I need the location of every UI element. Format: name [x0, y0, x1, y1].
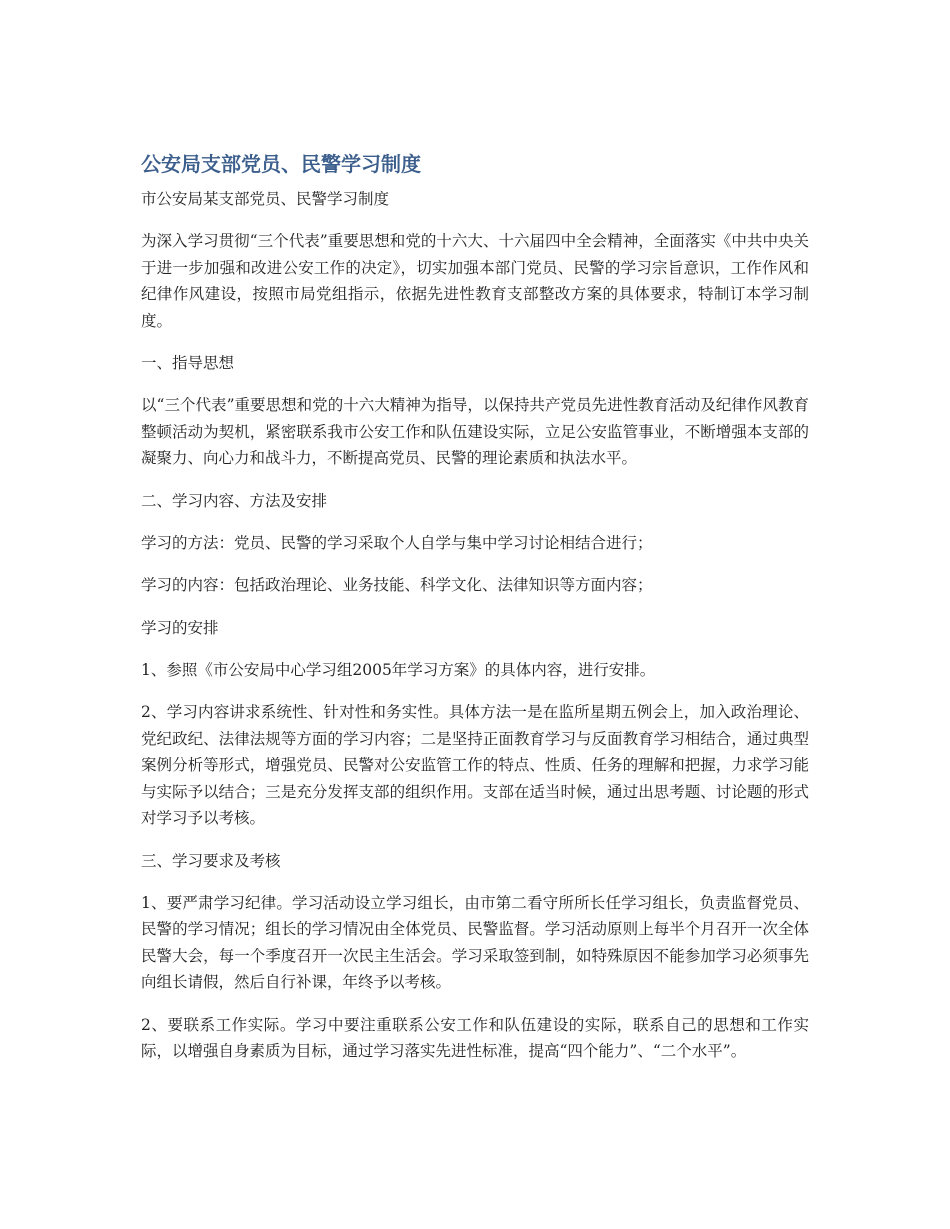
section-heading-requirements: 三、学习要求及考核 — [141, 851, 281, 870]
requirement-item-1: 1、要严肃学习纪律。学习活动设立学习组长，由市第二看守所所长任学习组长，负责监督党员、民警的学习情况；组长的学习情况由全体党员、民警监督。学习活动原则上每半个月召开一次全体民警大会，每一个季度召开一次民主生活会。学习采取签到制，如特殊原因不能参加学习必须事先向组长请假，然后自行补课，年终予以考核。 — [141, 893, 809, 991]
document-page — [141, 148, 809, 1081]
arrangement-item-2: 2、学习内容讲求系统性、针对性和务实性。具体方法一是在监所星期五例会上，加入政治理论、党纪政纪、法律法规等方面的学习内容；二是坚持正面教育学习与反面教育学习相结合，通过典型案例分析等形式，增强党员、民警对公安监管工作的特点、性质、任务的理解和把握，力求学习能与实际予以结合；三是充分发挥支部的组织作用。支部在适当时候，通过出思考题、讨论题的形式对学习予以考核。 — [141, 703, 809, 827]
study-method-paragraph: 学习的方法：党员、民警的学习采取个人自学与集中学习讨论相结合进行； — [141, 533, 653, 552]
document-title: 公安局支部党员、民警学习制度 — [141, 152, 421, 176]
section-heading-guiding-thought: 一、指导思想 — [141, 354, 235, 372]
study-content-paragraph: 学习的内容：包括政治理论、业务技能、科学文化、法律知识等方面内容； — [141, 576, 653, 594]
section-heading-study-content: 二、学习内容、方法及安排 — [141, 491, 328, 510]
guiding-thought-paragraph: 以“三个代表”重要思想和党的十六大精神为指导，以保持共产党员先进性教育活动及纪律作风教育整顿活动为契机，紧密联系我市公安工作和队伍建设实际，立足公安监管事业，不断增强本支部的凝聚力、向心力和战斗力，不断提高党员、民警的理论素质和执法水平。 — [141, 396, 809, 467]
intro-paragraph: 为深入学习贯彻“三个代表”重要思想和党的十六大、十六届四中全会精神，全面落实《中共中央关于进一步加强和改进公安工作的决定》，切实加强本部门党员、民警的学习宗旨意识，工作作风和纪律作风建设，按照市局党组指示，依据先进性教育支部整改方案的具体要求，特制订本学习制度。 — [141, 232, 809, 330]
requirement-item-2: 2、要联系工作实际。学习中要注重联系公安工作和队伍建设的实际，联系自己的思想和工作实际，以增强自身素质为目标，通过学习落实先进性标准，提高“四个能力”、“二个水平”。 — [141, 1015, 809, 1060]
arrangement-item-1: 1、参照《市公安局中心学习组2005年学习方案》的具体内容，进行安排。 — [141, 660, 656, 679]
document-subtitle: 市公安局某支部党员、民警学习制度 — [141, 190, 390, 208]
study-arrangement-heading: 学习的安排 — [141, 618, 219, 637]
